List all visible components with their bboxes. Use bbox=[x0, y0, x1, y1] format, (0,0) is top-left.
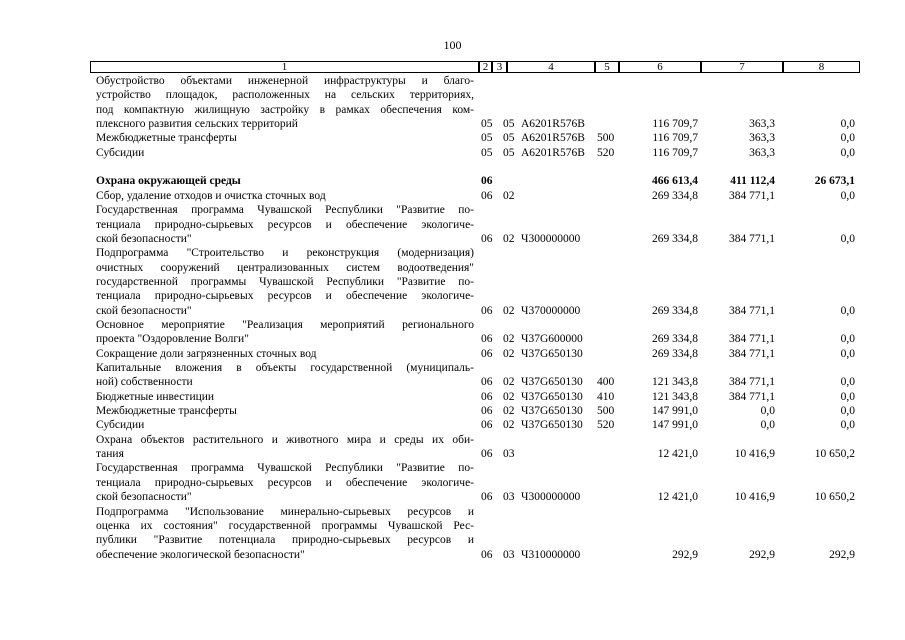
row-name: оценка их состояния" государственной программы Чувашской Рес- bbox=[96, 519, 474, 532]
cell-section: 06 bbox=[481, 175, 493, 188]
cell-amount-7: 384 771,1 bbox=[729, 232, 775, 245]
cell-subsection: 03 bbox=[503, 448, 515, 461]
cell-amount-7: 384 771,1 bbox=[729, 189, 775, 202]
row-name: проекта "Оздоровление Волги" bbox=[96, 333, 249, 346]
table-header bbox=[91, 61, 860, 73]
cell-amount-8: 0,0 bbox=[840, 304, 855, 317]
cell-section: 06 bbox=[481, 304, 493, 317]
cell-expense-type: 400 bbox=[597, 376, 615, 389]
cell-expense-type: 500 bbox=[597, 132, 615, 145]
cell-subsection: 03 bbox=[503, 491, 515, 504]
table-row bbox=[0, 246, 905, 261]
table-row bbox=[0, 131, 905, 146]
cell-amount-7: 363,3 bbox=[749, 146, 775, 159]
cell-amount-8: 0,0 bbox=[840, 232, 855, 245]
cell-amount-7: 363,3 bbox=[749, 132, 775, 145]
header-col-3: 3 bbox=[492, 61, 507, 73]
row-name: Государственная программа Чувашской Республики "Развитие по- bbox=[96, 204, 474, 217]
row-name: Основное мероприятие "Реализация мероприятий регионального bbox=[96, 318, 474, 331]
cell-amount-7: 384 771,1 bbox=[729, 347, 775, 360]
row-name: государственной программы Чувашской Республики "Развитие по- bbox=[96, 275, 474, 288]
table-row bbox=[0, 332, 905, 347]
cell-target-article: Ч370000000 bbox=[521, 304, 581, 317]
cell-section: 06 bbox=[481, 419, 493, 432]
cell-target-article: Ч37G650130 bbox=[521, 419, 583, 432]
cell-amount-7: 292,9 bbox=[749, 548, 775, 561]
table-row bbox=[0, 390, 905, 405]
table-row bbox=[0, 189, 905, 204]
cell-target-article: Ч310000000 bbox=[521, 548, 581, 561]
cell-amount-7: 411 112,4 bbox=[730, 175, 775, 188]
cell-expense-type: 500 bbox=[597, 405, 615, 418]
cell-amount-8: 0,0 bbox=[840, 347, 855, 360]
cell-amount-6: 121 343,8 bbox=[652, 390, 698, 403]
row-name: Субсидии bbox=[96, 146, 145, 159]
table-row bbox=[0, 490, 905, 505]
cell-amount-7: 0,0 bbox=[760, 419, 775, 432]
table-row bbox=[0, 447, 905, 462]
cell-amount-8: 0,0 bbox=[840, 333, 855, 346]
row-name: Охрана окружающей среды bbox=[96, 175, 241, 188]
cell-amount-6: 269 334,8 bbox=[652, 347, 698, 360]
table-row bbox=[0, 304, 905, 319]
cell-amount-8: 0,0 bbox=[840, 189, 855, 202]
cell-amount-8: 10 650,2 bbox=[814, 491, 855, 504]
cell-amount-6: 269 334,8 bbox=[652, 232, 698, 245]
row-name: ской безопасности" bbox=[96, 491, 192, 504]
row-name: тенциала природно-сырьевых ресурсов и обеспечение экологиче- bbox=[96, 218, 474, 231]
cell-target-article: Ч300000000 bbox=[521, 232, 581, 245]
cell-amount-7: 10 416,9 bbox=[734, 448, 775, 461]
cell-amount-8: 26 673,1 bbox=[814, 175, 855, 188]
cell-target-article: Ч300000000 bbox=[521, 491, 581, 504]
header-col-7: 7 bbox=[701, 61, 783, 73]
cell-amount-8: 0,0 bbox=[840, 419, 855, 432]
cell-amount-6: 269 334,8 bbox=[652, 304, 698, 317]
table-row bbox=[0, 160, 905, 175]
table-row bbox=[0, 519, 905, 534]
cell-section: 06 bbox=[481, 232, 493, 245]
cell-subsection: 02 bbox=[503, 189, 515, 202]
header-col-8: 8 bbox=[783, 61, 860, 73]
row-name: Подпрограмма "Использование минерально-сырьевых ресурсов и bbox=[96, 505, 474, 518]
row-name: публики "Развитие потенциала природно-сырьевых ресурсов и bbox=[96, 534, 474, 547]
table-row bbox=[0, 146, 905, 161]
table-row bbox=[0, 117, 905, 132]
cell-section: 05 bbox=[481, 132, 493, 145]
cell-expense-type: 410 bbox=[597, 390, 615, 403]
header-col-4: 4 bbox=[507, 61, 595, 73]
cell-section: 06 bbox=[481, 448, 493, 461]
cell-amount-6: 292,9 bbox=[672, 548, 698, 561]
cell-amount-8: 0,0 bbox=[840, 132, 855, 145]
table-row bbox=[0, 347, 905, 362]
cell-expense-type: 520 bbox=[597, 419, 615, 432]
table-row bbox=[0, 533, 905, 548]
cell-amount-6: 116 709,7 bbox=[652, 146, 698, 159]
table-row bbox=[0, 404, 905, 419]
row-name: под компактную жилищную застройку в рамках обеспечения ком- bbox=[96, 103, 474, 116]
cell-section: 06 bbox=[481, 333, 493, 346]
cell-amount-7: 384 771,1 bbox=[729, 390, 775, 403]
cell-amount-6: 269 334,8 bbox=[652, 333, 698, 346]
cell-amount-6: 466 613,4 bbox=[652, 175, 698, 188]
cell-subsection: 05 bbox=[503, 146, 515, 159]
table-row bbox=[0, 289, 905, 304]
cell-expense-type: 520 bbox=[597, 146, 615, 159]
table-row bbox=[0, 88, 905, 103]
row-name: Межбюджетные трансферты bbox=[96, 132, 237, 145]
cell-amount-6: 12 421,0 bbox=[657, 491, 698, 504]
cell-amount-6: 121 343,8 bbox=[652, 376, 698, 389]
cell-amount-7: 10 416,9 bbox=[734, 491, 775, 504]
row-name: ной) собственности bbox=[96, 376, 193, 389]
table-row bbox=[0, 461, 905, 476]
row-name: Охрана объектов растительного и животного мира и среды их оби- bbox=[96, 433, 474, 446]
table-row bbox=[0, 203, 905, 218]
header-col-6: 6 bbox=[619, 61, 701, 73]
table-row bbox=[0, 548, 905, 563]
cell-subsection: 05 bbox=[503, 132, 515, 145]
row-name: тенциала природно-сырьевых ресурсов и обеспечение экологиче- bbox=[96, 476, 474, 489]
row-name: Субсидии bbox=[96, 419, 145, 432]
cell-target-article: Ч37G650130 bbox=[521, 376, 583, 389]
cell-amount-8: 0,0 bbox=[840, 146, 855, 159]
table-row bbox=[0, 505, 905, 520]
row-name: очистных сооружений централизованных систем водоотведения" bbox=[96, 261, 474, 274]
cell-subsection: 02 bbox=[503, 376, 515, 389]
cell-target-article: Ч37G650130 bbox=[521, 347, 583, 360]
cell-amount-8: 0,0 bbox=[840, 390, 855, 403]
cell-target-article: А6201R576В bbox=[521, 132, 585, 145]
cell-subsection: 03 bbox=[503, 548, 515, 561]
row-name: ской безопасности" bbox=[96, 232, 192, 245]
cell-target-article: А6201R576В bbox=[521, 118, 585, 130]
row-name: Сокращение доли загрязненных сточных вод bbox=[96, 347, 317, 360]
cell-amount-8: 10 650,2 bbox=[814, 448, 855, 461]
cell-amount-6: 116 709,7 bbox=[652, 132, 698, 145]
table-row bbox=[0, 318, 905, 333]
table-row bbox=[0, 261, 905, 276]
row-name: ской безопасности" bbox=[96, 304, 192, 317]
cell-amount-6: 116 709,7 bbox=[652, 118, 698, 130]
row-name: обеспечение экологической безопасности" bbox=[96, 548, 305, 561]
cell-target-article: Ч37G650130 bbox=[521, 405, 583, 418]
table-row bbox=[0, 418, 905, 433]
table-row bbox=[0, 433, 905, 448]
table-row bbox=[0, 476, 905, 491]
row-name: Обустройство объектами инженерной инфраструктуры и благо- bbox=[96, 75, 474, 87]
table-row bbox=[0, 74, 905, 89]
cell-target-article: Ч37G650130 bbox=[521, 390, 583, 403]
page-number: 100 bbox=[443, 38, 462, 52]
row-name: тания bbox=[96, 448, 124, 461]
cell-subsection: 05 bbox=[503, 118, 515, 130]
cell-subsection: 02 bbox=[503, 405, 515, 418]
cell-section: 05 bbox=[481, 146, 493, 159]
cell-section: 06 bbox=[481, 491, 493, 504]
cell-amount-7: 363,3 bbox=[749, 118, 775, 130]
cell-subsection: 02 bbox=[503, 347, 515, 360]
cell-section: 06 bbox=[481, 548, 493, 561]
row-name: Бюджетные инвестиции bbox=[96, 390, 215, 403]
cell-section: 06 bbox=[481, 376, 493, 389]
table-row bbox=[0, 275, 905, 290]
cell-section: 05 bbox=[481, 118, 493, 130]
cell-section: 06 bbox=[481, 189, 493, 202]
cell-target-article: А6201R576В bbox=[521, 146, 585, 159]
cell-amount-8: 0,0 bbox=[840, 405, 855, 418]
cell-section: 06 bbox=[481, 390, 493, 403]
cell-amount-7: 0,0 bbox=[760, 405, 775, 418]
cell-amount-8: 292,9 bbox=[829, 548, 855, 561]
cell-amount-6: 269 334,8 bbox=[652, 189, 698, 202]
table-row bbox=[0, 218, 905, 233]
row-name: устройство площадок, расположенных на сельских территориях, bbox=[96, 89, 474, 102]
row-name: Государственная программа Чувашской Республики "Развитие по- bbox=[96, 462, 474, 475]
table-row bbox=[0, 103, 905, 118]
cell-amount-7: 384 771,1 bbox=[729, 333, 775, 346]
cell-subsection: 02 bbox=[503, 390, 515, 403]
cell-target-article: Ч37G600000 bbox=[521, 333, 583, 346]
row-name: Капитальные вложения в объекты государственной (муниципаль- bbox=[96, 362, 474, 374]
header-col-2: 2 bbox=[479, 61, 492, 73]
cell-section: 06 bbox=[481, 347, 493, 360]
row-name: Межбюджетные трансферты bbox=[96, 405, 237, 418]
table-row bbox=[0, 375, 905, 390]
row-name: тенциала природно-сырьевых ресурсов и обеспечение экологиче- bbox=[96, 290, 474, 303]
cell-amount-8: 0,0 bbox=[840, 376, 855, 389]
row-name: Сбор, удаление отходов и очистка сточных вод bbox=[96, 189, 326, 202]
cell-section: 06 bbox=[481, 405, 493, 418]
cell-amount-8: 0,0 bbox=[840, 118, 855, 130]
cell-subsection: 02 bbox=[503, 304, 515, 317]
table-row bbox=[0, 174, 905, 189]
cell-subsection: 02 bbox=[503, 419, 515, 432]
cell-subsection: 02 bbox=[503, 232, 515, 245]
cell-amount-7: 384 771,1 bbox=[729, 376, 775, 389]
cell-amount-7: 384 771,1 bbox=[729, 304, 775, 317]
table-row bbox=[0, 232, 905, 247]
header-col-1: 1 bbox=[90, 61, 479, 73]
cell-amount-6: 147 991,0 bbox=[652, 405, 698, 418]
table-row bbox=[0, 361, 905, 376]
row-name: плексного развития сельских территорий bbox=[96, 118, 298, 130]
header-col-5: 5 bbox=[595, 61, 619, 73]
row-name: Подпрограмма "Строительство и реконструкция (модернизация) bbox=[96, 247, 474, 260]
cell-amount-6: 12 421,0 bbox=[657, 448, 698, 461]
cell-amount-6: 147 991,0 bbox=[652, 419, 698, 432]
cell-subsection: 02 bbox=[503, 333, 515, 346]
